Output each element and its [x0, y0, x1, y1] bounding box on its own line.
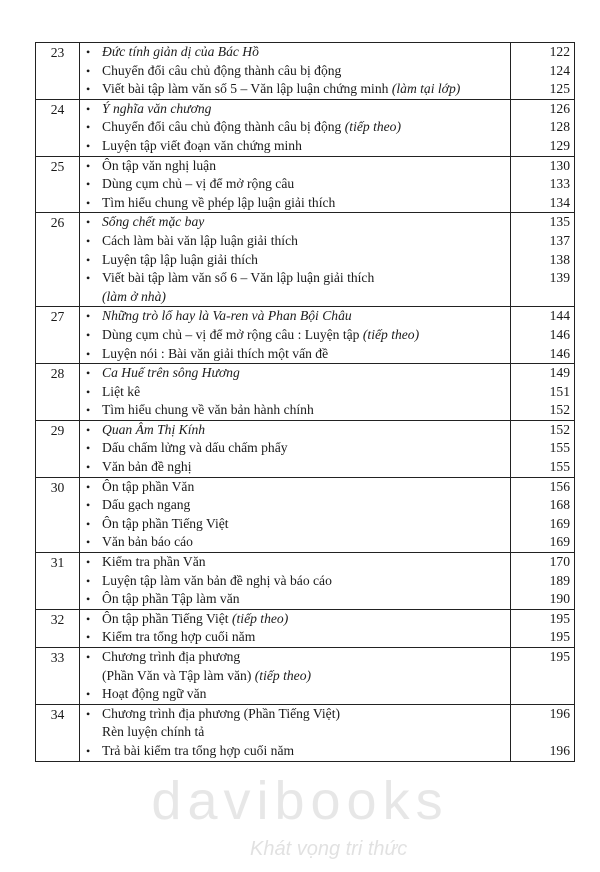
page-number: 122 — [549, 44, 570, 59]
lesson-title — [80, 345, 510, 364]
toc-week-row — [36, 213, 575, 307]
lesson-list — [80, 99, 511, 156]
toc-week-row — [36, 477, 575, 552]
lesson-list — [80, 420, 511, 477]
lesson-title — [80, 364, 510, 383]
page-number: 155 — [549, 440, 570, 456]
toc-week-row — [36, 43, 575, 100]
lesson-text: Tìm hiểu chung về phép lập luận giải thích — [102, 194, 336, 210]
lesson-text: Dấu chấm lửng và dấu chấm phẩy — [102, 440, 288, 456]
lesson-list — [80, 156, 511, 213]
page-number: 144 — [549, 308, 570, 324]
lesson-text: Viết bài tập làm văn số 5 – Văn lập luận chứng minh — [102, 81, 389, 97]
page-list — [511, 648, 575, 705]
page-number: 135 — [549, 214, 570, 230]
toc-week-row — [36, 307, 575, 364]
page-number: 190 — [549, 591, 570, 607]
lesson-text: Cách làm bài văn lập luận giải thích — [102, 232, 298, 248]
page-number: 149 — [549, 365, 570, 381]
lesson-text: Luyện tập làm văn bản đề nghị và báo cáo — [102, 572, 332, 588]
lesson-text: Luyện nói : Bài văn giải thích một vấn đề — [102, 345, 329, 361]
lesson-text: Những trò lố hay là Va-ren và Phan Bội Châu — [102, 308, 352, 324]
page-number — [511, 685, 570, 704]
page-list — [511, 477, 575, 552]
lesson-text: Ca Huế trên sông Hương — [102, 365, 240, 381]
lesson-text: Ôn tập phần Tiếng Việt — [102, 610, 229, 626]
week-number: 28 — [36, 364, 80, 421]
lesson-text: Dấu gạch ngang — [102, 497, 191, 513]
lesson-title — [80, 478, 510, 497]
lesson-title — [80, 326, 510, 345]
page-number: 124 — [549, 62, 570, 78]
lesson-title — [80, 628, 510, 647]
week-number: 26 — [36, 213, 80, 307]
lesson-title — [80, 458, 510, 477]
toc-week-row — [36, 420, 575, 477]
page-number: 168 — [549, 497, 570, 513]
lesson-list — [80, 43, 511, 100]
week-number: 32 — [36, 609, 80, 647]
lesson-note: (tiếp theo) — [231, 610, 289, 626]
continuation-text: (Phần Văn và Tập làm văn) — [102, 667, 252, 683]
page-number: 152 — [549, 421, 570, 437]
lesson-text: Ôn tập phần Tập làm văn — [102, 591, 240, 607]
lesson-title — [80, 43, 510, 62]
page-list — [511, 156, 575, 213]
week-number: 23 — [36, 43, 80, 100]
page-number: 189 — [549, 572, 570, 588]
lesson-text: Luyện tập viết đoạn văn chứng minh — [102, 137, 302, 153]
lesson-title — [80, 175, 510, 194]
toc-week-row — [36, 364, 575, 421]
page-number: 146 — [549, 345, 570, 361]
page-number: 134 — [549, 194, 570, 210]
table-of-contents — [35, 42, 575, 762]
watermark-brand: davibooks — [151, 771, 449, 831]
page-list — [511, 364, 575, 421]
lesson-text: Ôn tập văn nghị luận — [102, 157, 217, 173]
page-number: 152 — [549, 402, 570, 418]
toc-week-row — [36, 553, 575, 610]
lesson-text: Hoạt động ngữ văn — [102, 686, 207, 702]
week-number: 30 — [36, 477, 80, 552]
page-number: 195 — [549, 629, 570, 645]
page-list — [511, 553, 575, 610]
lesson-title — [80, 232, 510, 251]
lesson-text: Kiểm tra tổng hợp cuối năm — [102, 629, 256, 645]
lesson-list — [80, 477, 511, 552]
page-number: 156 — [549, 478, 570, 494]
page-spacer — [511, 723, 570, 742]
week-number: 31 — [36, 553, 80, 610]
page-list — [511, 213, 575, 307]
lesson-list — [80, 704, 511, 761]
page-number: 138 — [549, 251, 570, 267]
lesson-title — [80, 137, 510, 156]
page-list — [511, 704, 575, 761]
page-spacer — [511, 288, 570, 307]
lesson-title — [80, 533, 510, 552]
lesson-title — [80, 307, 510, 326]
lesson-title — [80, 62, 510, 81]
continuation-text: (làm ở nhà) — [102, 288, 166, 304]
toc-week-row — [36, 156, 575, 213]
lesson-text: Dùng cụm chủ – vị để mở rộng câu : Luyện tập — [102, 326, 360, 342]
watermark-tagline: Khát vọng tri thức — [250, 838, 408, 860]
week-number: 25 — [36, 156, 80, 213]
page-number: 139 — [549, 270, 570, 286]
lesson-text: Văn bản báo cáo — [102, 534, 193, 550]
toc-week-row — [36, 648, 575, 705]
lesson-text: Ý nghĩa văn chương — [102, 100, 212, 116]
lesson-title — [80, 685, 510, 704]
lesson-text: Quan Âm Thị Kính — [102, 421, 206, 437]
lesson-text: Văn bản đề nghị — [102, 459, 192, 475]
week-number: 27 — [36, 307, 80, 364]
lesson-text: Chuyển đổi câu chủ động thành câu bị động — [102, 62, 342, 78]
lesson-list — [80, 609, 511, 647]
lesson-title — [80, 213, 510, 232]
page-number: 169 — [549, 515, 570, 531]
page-number: 133 — [549, 176, 570, 192]
lesson-title — [80, 590, 510, 609]
lesson-continuation — [80, 667, 510, 686]
lesson-title — [80, 157, 510, 176]
continuation-note: (tiếp theo) — [254, 667, 312, 683]
lesson-title — [80, 515, 510, 534]
lesson-text: Liệt kê — [102, 383, 141, 399]
toc-week-row — [36, 704, 575, 761]
lesson-title — [80, 100, 510, 119]
lesson-continuation — [80, 288, 510, 307]
lesson-list — [80, 364, 511, 421]
toc-week-row — [36, 609, 575, 647]
lesson-note: (làm tại lớp) — [391, 81, 461, 97]
page-number: 196 — [549, 742, 570, 758]
page-number: 195 — [549, 649, 570, 664]
page-spacer — [511, 667, 570, 686]
lesson-text: Luyện tập lập luận giải thích — [102, 251, 258, 267]
lesson-title — [80, 251, 510, 270]
lesson-title — [80, 118, 510, 137]
lesson-note: (tiếp theo) — [344, 119, 402, 135]
lesson-text: Kiểm tra phần Văn — [102, 554, 206, 570]
page-list — [511, 609, 575, 647]
lesson-title — [80, 705, 510, 724]
lesson-list — [80, 213, 511, 307]
lesson-title — [80, 401, 510, 420]
lesson-title — [80, 383, 510, 402]
lesson-title — [80, 648, 510, 667]
page-list — [511, 43, 575, 100]
page-number: 130 — [549, 157, 570, 173]
lesson-note: (tiếp theo) — [362, 326, 420, 342]
lesson-list — [80, 553, 511, 610]
page-list — [511, 99, 575, 156]
lesson-text: Dùng cụm chủ – vị để mở rộng câu — [102, 176, 295, 192]
week-number: 33 — [36, 648, 80, 705]
lesson-text: Chương trình địa phương — [102, 649, 241, 664]
lesson-text: Sống chết mặc bay — [102, 214, 205, 230]
toc-week-row — [36, 99, 575, 156]
page-number: 169 — [549, 534, 570, 550]
page-number: 129 — [549, 137, 570, 153]
continuation-text: Rèn luyện chính tả — [102, 724, 205, 740]
lesson-text: Viết bài tập làm văn số 6 – Văn lập luận giải thích — [102, 270, 375, 286]
lesson-text: Đức tính giản dị của Bác Hồ — [102, 44, 259, 59]
page-number: 128 — [549, 119, 570, 135]
page-number: 126 — [549, 100, 570, 116]
week-number: 29 — [36, 420, 80, 477]
lesson-title — [80, 80, 510, 99]
lesson-title — [80, 439, 510, 458]
page-number: 137 — [549, 232, 570, 248]
week-number: 24 — [36, 99, 80, 156]
page-number: 195 — [549, 610, 570, 626]
page-list — [511, 307, 575, 364]
page-number: 125 — [549, 81, 570, 97]
lesson-title — [80, 269, 510, 288]
lesson-text: Ôn tập phần Tiếng Việt — [102, 515, 229, 531]
page-number: 146 — [549, 326, 570, 342]
page-number: 151 — [549, 383, 570, 399]
lesson-title — [80, 194, 510, 213]
page-number: 155 — [549, 459, 570, 475]
lesson-title — [80, 742, 510, 761]
week-number: 34 — [36, 704, 80, 761]
lesson-title — [80, 553, 510, 572]
lesson-title — [80, 496, 510, 515]
lesson-text: Trả bài kiểm tra tổng hợp cuối năm — [102, 742, 295, 758]
page-list — [511, 420, 575, 477]
lesson-text: Ôn tập phần Văn — [102, 478, 195, 494]
lesson-title — [80, 572, 510, 591]
lesson-text: Chương trình địa phương (Phần Tiếng Việt) — [102, 705, 340, 721]
lesson-title — [80, 421, 510, 440]
page-number: 196 — [549, 705, 570, 721]
lesson-text: Chuyển đổi câu chủ động thành câu bị động — [102, 119, 342, 135]
lesson-continuation — [80, 723, 510, 742]
lesson-title — [80, 610, 510, 629]
lesson-list — [80, 648, 511, 705]
lesson-text: Tìm hiểu chung về văn bản hành chính — [102, 402, 314, 418]
lesson-list — [80, 307, 511, 364]
page-number: 170 — [549, 554, 570, 570]
